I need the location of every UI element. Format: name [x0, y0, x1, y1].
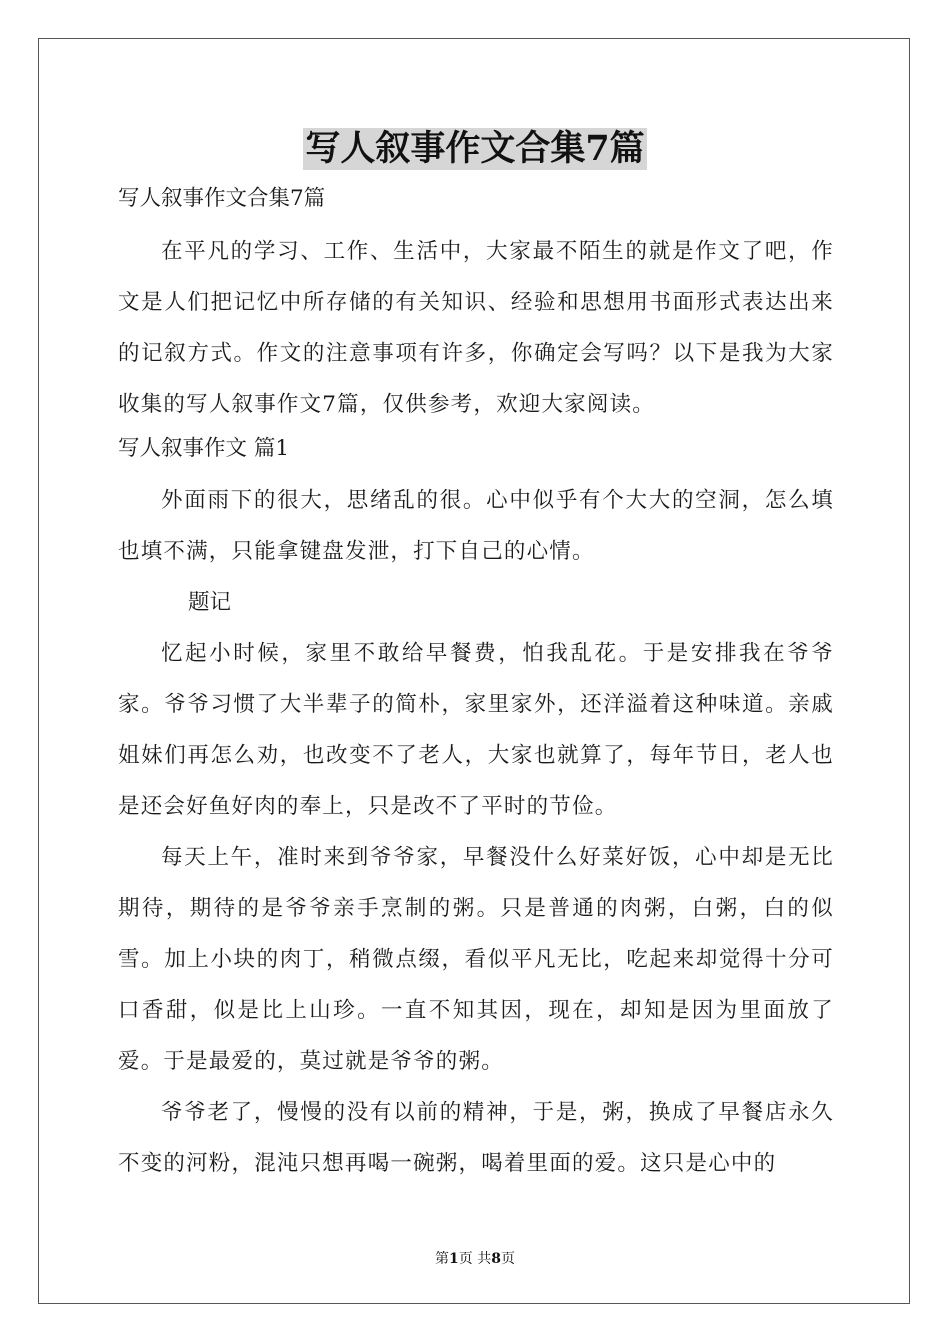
footer-mid: 页 共	[458, 1251, 492, 1267]
page-footer	[0, 1248, 950, 1268]
intro-paragraph: 在平凡的学习、工作、生活中，大家最不陌生的就是作文了吧，作文是人们把记忆中所存储的有关知识、经验和思想用书面形式表达出来的记叙方式。作文的注意事项有许多，你确定会写吗？以下是我为大家收集的写人叙事作文7篇，仅供参考，欢迎大家阅读。	[118, 239, 834, 417]
title-area	[0, 128, 950, 170]
body-paragraph: 爷爷老了，慢慢的没有以前的精神，于是，粥，换成了早餐店永久不变的河粉，混沌只想再喝一碗粥，喝着里面的爱。这只是心中的	[118, 1100, 834, 1176]
document-subtitle: 写人叙事作文合集7篇	[118, 186, 326, 211]
epigraph-label: 题记	[188, 590, 232, 615]
body-paragraph: 每天上午，准时来到爷爷家，早餐没什么好菜好饭，心中却是无比期待，期待的是爷爷亲手烹制的粥。只是普通的肉粥，白粥，白的似雪。加上小块的肉丁，稍微点缀，看似平凡无比，吃起来却觉得十分可口香甜，似是比上山珍。一直不知其因，现在，却知是因为里面放了爱。于是最爱的，莫过就是爷爷的粥。	[118, 845, 834, 1074]
current-page-number: 1	[449, 1251, 459, 1267]
document-title: 写人叙事作文合集7篇	[305, 128, 645, 169]
document-body	[118, 180, 834, 1189]
section-heading: 写人叙事作文 篇1	[118, 436, 290, 461]
footer-prefix: 第	[435, 1251, 450, 1267]
footer-suffix: 页	[500, 1251, 515, 1267]
body-paragraph: 外面雨下的很大，思绪乱的很。心中似乎有个大大的空洞，怎么填也填不满，只能拿键盘发泄，打下自己的心情。	[118, 488, 834, 564]
total-page-number: 8	[491, 1251, 501, 1267]
body-paragraph: 忆起小时候，家里不敢给早餐费，怕我乱花。于是安排我在爷爷家。爷爷习惯了大半辈子的简朴，家里家外，还洋溢着这种味道。亲戚姐妹们再怎么劝，也改变不了老人，大家也就算了，每年节日，老人也是还会好鱼好肉的奉上，只是改不了平时的节俭。	[118, 641, 834, 819]
